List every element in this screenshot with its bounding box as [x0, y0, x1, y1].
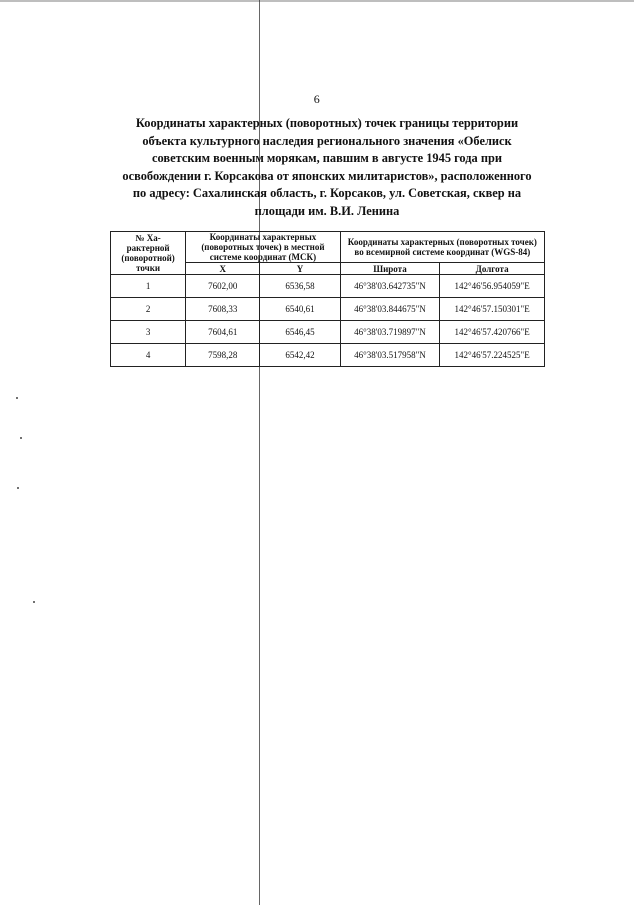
heading-line: площади им. В.И. Ленина [254, 203, 400, 218]
heading-line: по адресу: Сахалинская область, г. Корсаков, ул. Советская, сквер на [132, 186, 522, 200]
table-row [111, 344, 545, 367]
x-cell: 7608,33 [186, 298, 260, 321]
latitude-cell: 46°38'03.719897"N [340, 321, 440, 344]
scan-speck [16, 397, 18, 399]
latitude-column-header: Широта [340, 263, 440, 275]
wgs-coordinates-header: Координаты характерных (поворотных точек) во всемирной системе координат (WGS-84) [340, 232, 544, 263]
scan-speck [17, 487, 19, 489]
point-number-cell: 1 [111, 275, 186, 298]
page-number: 6 [313, 92, 321, 106]
y-cell: 6546,45 [260, 321, 340, 344]
heading-line: советским военным морякам, павшим в августе 1945 года при [152, 151, 502, 165]
y-column-header: Y [260, 263, 340, 275]
x-cell: 7602,00 [186, 275, 260, 298]
longitude-cell: 142°46'56.954059"E [440, 275, 545, 298]
scan-speck [20, 437, 22, 439]
table-row [111, 298, 545, 321]
y-cell: 6542,42 [260, 344, 340, 367]
table-row [111, 275, 545, 298]
longitude-cell: 142°46'57.420766"E [440, 321, 545, 344]
scan-speck [33, 601, 35, 603]
y-cell: 6536,58 [260, 275, 340, 298]
point-number-cell: 3 [111, 321, 186, 344]
point-number-cell: 4 [111, 344, 186, 367]
latitude-cell: 46°38'03.517958"N [340, 344, 440, 367]
x-cell: 7598,28 [186, 344, 260, 367]
longitude-column-header: Долгота [440, 263, 545, 275]
x-cell: 7604,61 [186, 321, 260, 344]
longitude-cell: 142°46'57.150301"E [440, 298, 545, 321]
document-heading [110, 115, 544, 220]
table-row [111, 321, 545, 344]
msk-coordinates-header: Координаты характерных (поворотных точек) в местной системе координат (МСК) [186, 232, 340, 263]
coordinates-table [110, 231, 545, 367]
longitude-cell: 142°46'57.224525"E [440, 344, 545, 367]
y-cell: 6540,61 [260, 298, 340, 321]
scan-top-edge [0, 0, 634, 2]
table-header-row [111, 232, 545, 263]
heading-line: освобождении г. Корсакова от японских милитаристов», расположенного [122, 168, 532, 183]
x-column-header: X [186, 263, 260, 275]
latitude-cell: 46°38'03.642735"N [340, 275, 440, 298]
point-number-cell: 2 [111, 298, 186, 321]
heading-line: объекта культурного наследия регионального значения «Обелиск [142, 133, 512, 148]
point-number-header: № Ха- рактерной (поворотной) точки [111, 232, 186, 275]
latitude-cell: 46°38'03.844675"N [340, 298, 440, 321]
heading-line: Координаты характерных (поворотных) точек границы территории [135, 116, 519, 130]
